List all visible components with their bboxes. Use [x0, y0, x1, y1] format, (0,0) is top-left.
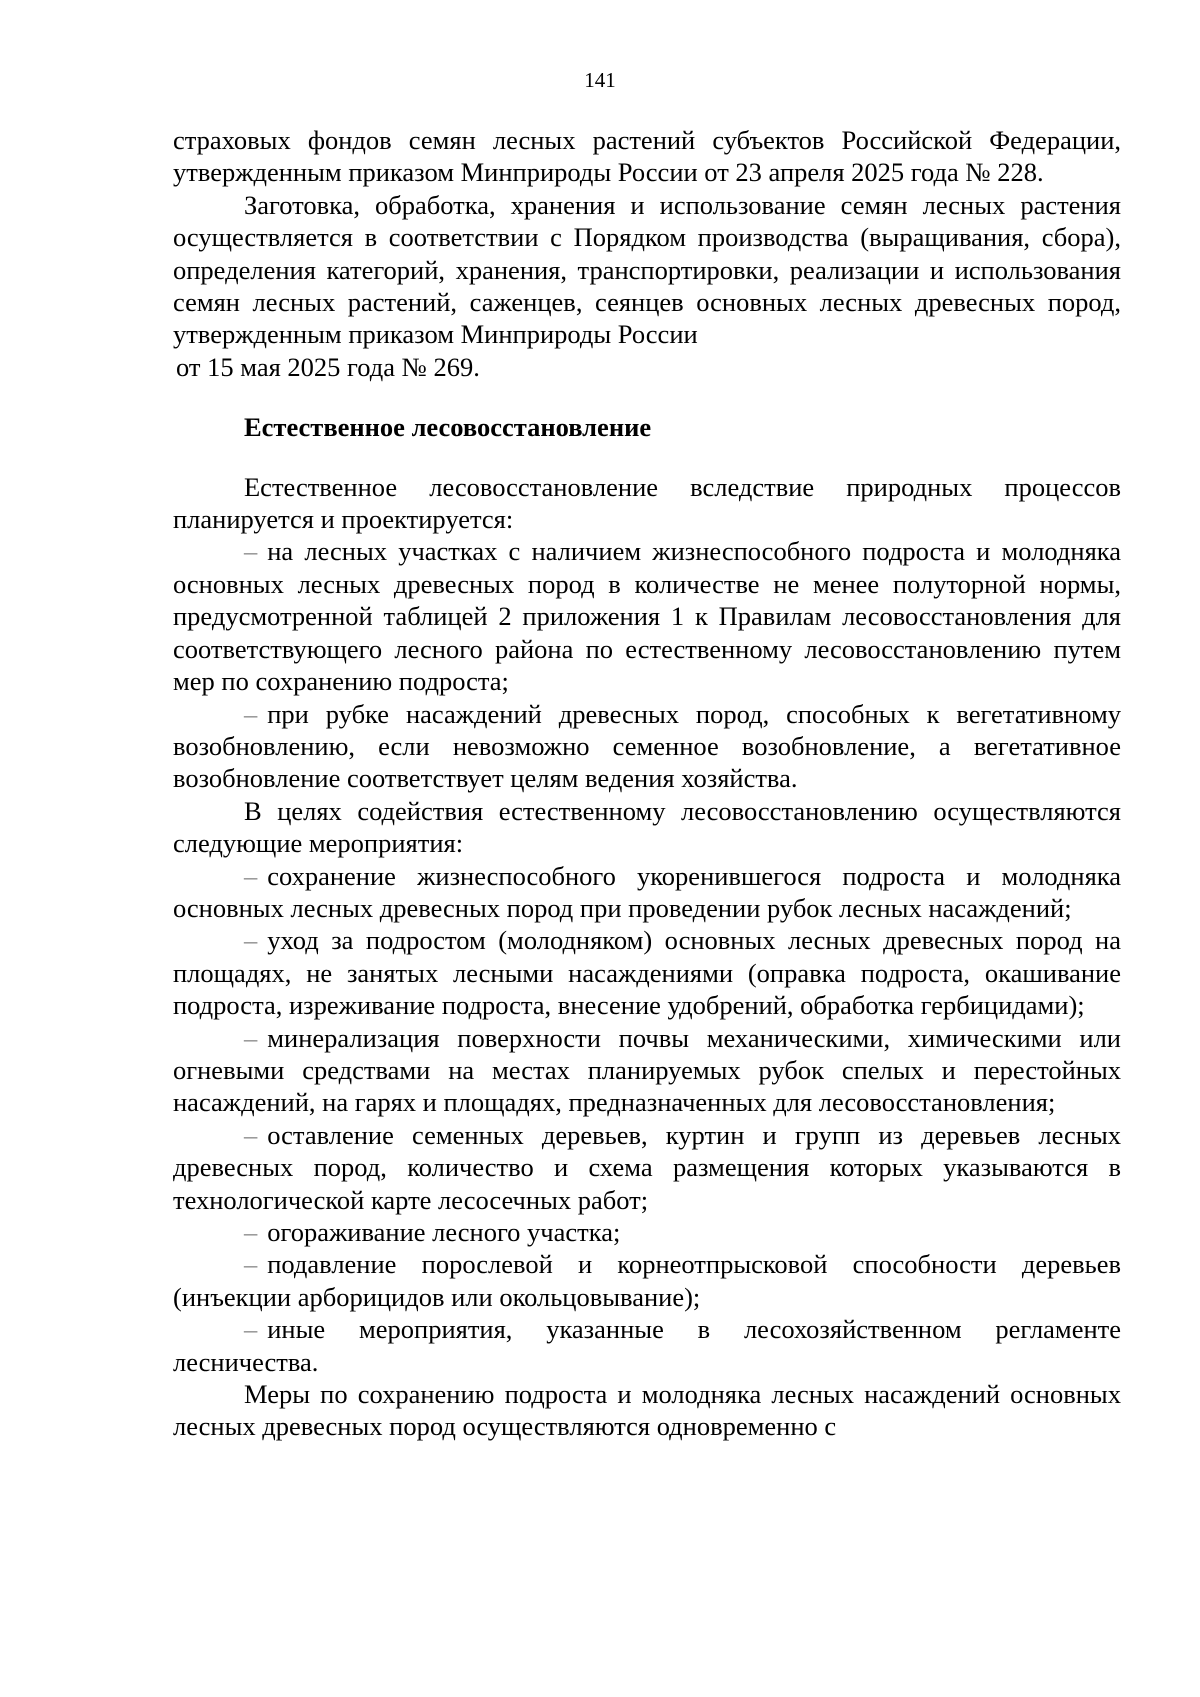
- list-item: [173, 860, 1121, 925]
- list-item: [173, 1216, 1121, 1248]
- list-item: [173, 924, 1121, 1021]
- dash-marker: –: [244, 1022, 258, 1053]
- page-number: 141: [584, 68, 616, 92]
- dash-marker: –: [244, 1314, 258, 1345]
- list-item-text: уход за подростом (молодняком) основных лесных древесных пород на площадях, не занятых лесными насаждениями (оправка подроста, окашивание подроста, изреживание подроста, внесение удобрений, обработка гербицидами);: [173, 925, 1121, 1021]
- dash-marker: –: [244, 1217, 258, 1247]
- list-item: [173, 1313, 1121, 1378]
- list-item: [173, 535, 1121, 697]
- dash-marker: –: [244, 698, 258, 729]
- list-item-text: иные мероприятия, указанные в лесохозяйственном регламенте лесничества.: [173, 1314, 1121, 1377]
- dash-marker: –: [244, 536, 258, 567]
- list-item-text: сохранение жизнеспособного укоренившегося подроста и молодняка основных лесных древесных пород при проведении рубок лесных насаждений;: [173, 860, 1121, 923]
- list-item-text: огораживание лесного участка;: [267, 1217, 621, 1247]
- list-item-text: оставление семенных деревьев, куртин и групп из деревьев лесных древесных пород, количество и схема размещения которых указываются в технологической карте лесосечных работ;: [173, 1119, 1121, 1215]
- section-heading: Естественное лесовосстановление: [244, 412, 652, 443]
- list-item-text: на лесных участках с наличием жизнеспособного подроста и молодняка основных лесных древесных пород в количестве не менее полуторной нормы, предусмотренной таблицей 2 приложения 1 к Правилам лесовосстановления для соответствующего лесного района по естественному лесовосстановлению путем мер по сохранению подроста;: [173, 536, 1121, 697]
- paragraph-continuation: страховых фондов семян лесных растений субъектов Российской Федерации, утвержденным приказом Минприроды России от 23 апреля 2025 года № 228.: [173, 125, 1121, 188]
- paragraph-closing: Меры по сохранению подроста и молодняка лесных насаждений основных лесных древесных пород осуществляются одновременно с: [173, 1379, 1121, 1442]
- list-item: [173, 1248, 1121, 1313]
- list-item-text: подавление порослевой и корнеотпрысковой способности деревьев (инъекции арборицидов или окольцовывание);: [173, 1249, 1121, 1312]
- paragraph-intro-natural: Естественное лесовосстановление вследствие природных процессов планируется и проектируется:: [173, 471, 1121, 535]
- dash-marker: –: [244, 1249, 258, 1280]
- list-item: [173, 1119, 1121, 1216]
- paragraph-order-date: от 15 мая 2025 года № 269.: [176, 351, 480, 382]
- list-item-text: при рубке насаждений древесных пород, способных к вегетативному возобновлению, если невозможно семенное возобновление, а вегетативное возобновление соответствует целям ведения хозяйства.: [173, 698, 1121, 794]
- list-item: [173, 698, 1121, 795]
- dash-marker: –: [244, 925, 258, 956]
- dash-marker: –: [244, 1119, 258, 1150]
- dash-marker: –: [244, 860, 258, 891]
- list-item: [173, 1022, 1121, 1119]
- paragraph-seed-procurement: Заготовка, обработка, хранения и использование семян лесных растения осуществляется в соответствии с Порядком производства (выращивания, сбора), определения категорий, хранения, транспортировки, реализации и использования семян лесных растений, саженцев, сеянцев основных лесных древесных пород, утвержденным приказом Минприроды России: [173, 189, 1121, 350]
- list-item-text: минерализация поверхности почвы механическими, химическими или огневыми средствами на местах планируемых рубок спелых и перестойных насаждений, на гарях и площадях, предназначенных для лесовосстановления;: [173, 1022, 1121, 1118]
- paragraph-intro-assistance: В целях содействия естественному лесовосстановлению осуществляются следующие мероприятия:: [173, 795, 1121, 859]
- document-body: [173, 124, 1121, 1443]
